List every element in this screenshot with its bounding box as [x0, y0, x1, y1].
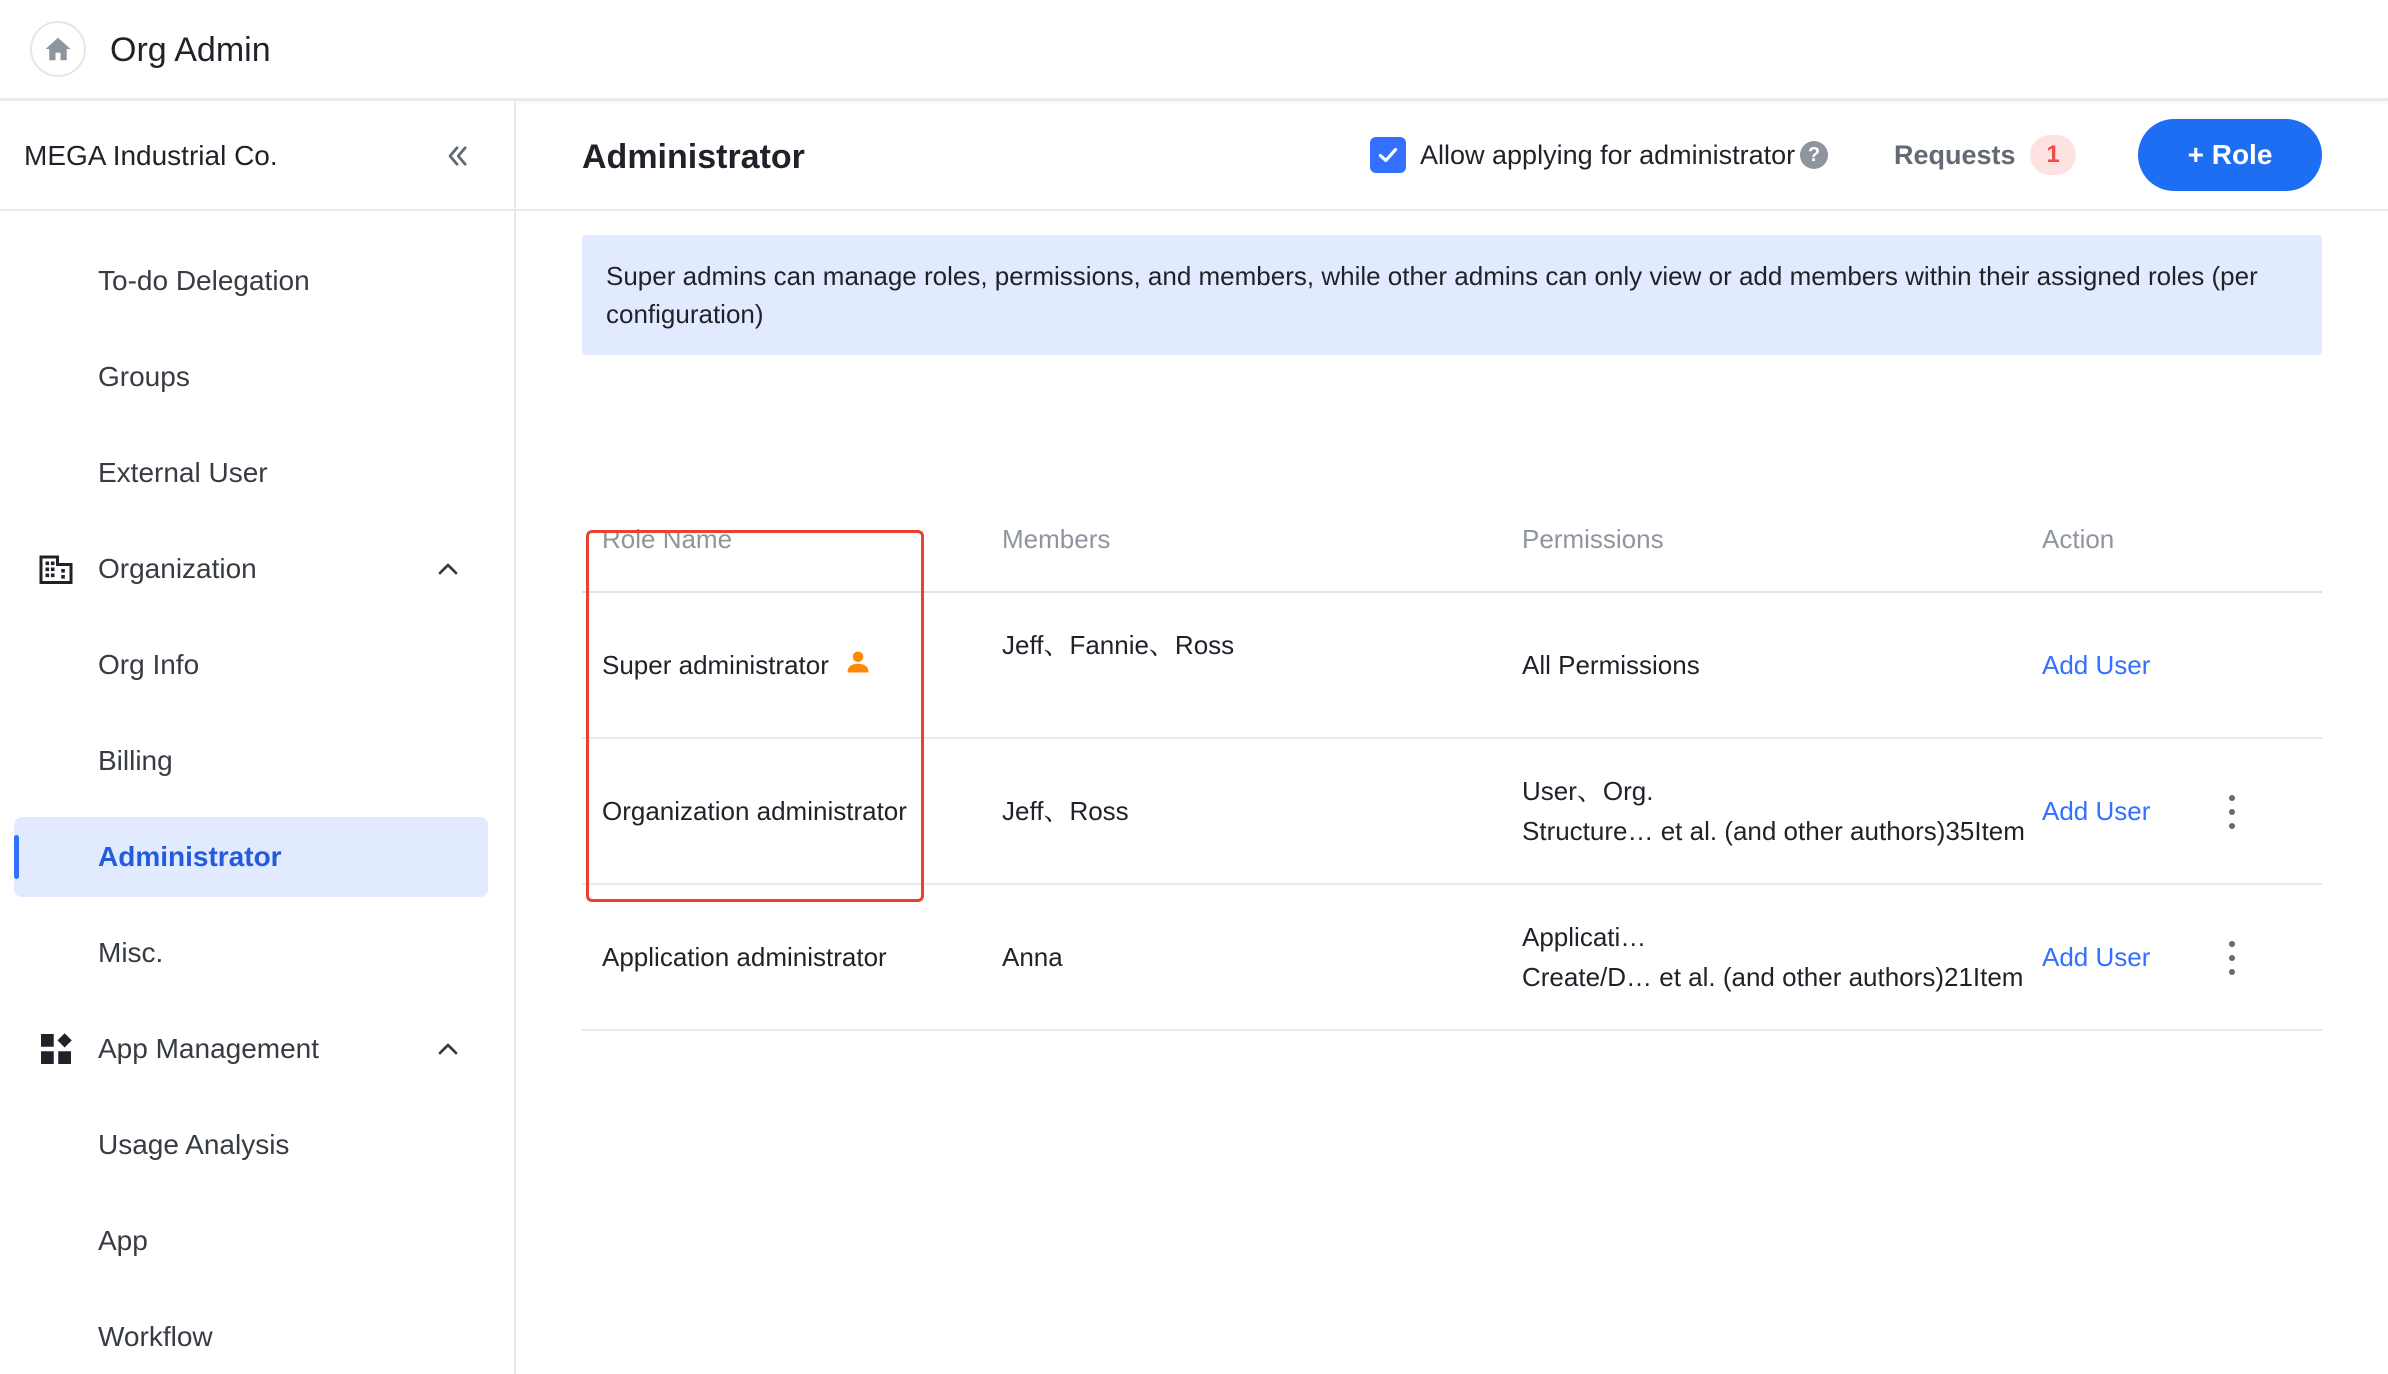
allow-apply-label[interactable]: Allow applying for administrator — [1420, 140, 1796, 170]
sidebar-item-external-user[interactable] — [0, 433, 514, 513]
collapse-sidebar-button[interactable] — [438, 137, 476, 175]
role-name: Application administrator — [602, 942, 887, 972]
members-cell: Jeff、Fannie、Ross — [1002, 630, 1235, 660]
sidebar-item-label: External User — [98, 457, 268, 488]
column-header-members: Members — [1002, 524, 1111, 554]
info-notice: Super admins can manage roles, permissions, and members, while other admins can only view or add members within their assigned roles (per configuration) — [582, 235, 2322, 355]
add-user-link[interactable]: Add User — [2042, 942, 2151, 972]
sidebar-item-label: Org Info — [98, 649, 200, 680]
add-user-link[interactable]: Add User — [2042, 650, 2151, 680]
table-row — [582, 885, 2322, 1031]
org-name: MEGA Industrial Co. — [24, 140, 278, 171]
permissions-line: Create/D… et al. (and other authors)21Item — [1522, 962, 2024, 992]
sidebar-group-organization[interactable] — [0, 529, 514, 609]
column-header-permissions: Permissions — [1522, 524, 1664, 554]
role-name-cell — [602, 645, 872, 685]
add-role-button[interactable]: + Role — [2138, 119, 2322, 191]
role-name: Super administrator — [602, 650, 829, 680]
more-options-icon[interactable] — [2222, 941, 2242, 975]
permissions-cell — [1522, 917, 2023, 997]
sidebar-item-billing[interactable] — [0, 721, 514, 801]
members-cell: Jeff、Ross — [1002, 796, 1129, 826]
role-name: Organization administrator — [602, 796, 907, 826]
sidebar-item-administrator[interactable] — [0, 817, 514, 897]
sidebar-item-label: Usage Analysis — [98, 1129, 290, 1160]
sidebar-item-label: App — [98, 1225, 148, 1256]
column-header-role-name: Role Name — [602, 524, 733, 554]
sidebar-item-usage-analysis[interactable] — [0, 1105, 514, 1185]
checkmark-icon — [1375, 142, 1401, 168]
home-button[interactable] — [30, 21, 86, 77]
sidebar-item-label: Misc. — [98, 937, 164, 968]
sidebar-item-label: Administrator — [98, 841, 282, 872]
sidebar-item-label: Billing — [98, 745, 173, 776]
permissions-line: Structure… et al. (and other authors)35Item — [1522, 816, 2025, 846]
active-item-indicator — [14, 835, 19, 879]
sidebar-item-workflow[interactable] — [0, 1297, 514, 1374]
sidebar-item-label: Organization — [98, 553, 257, 584]
org-switcher — [0, 101, 514, 211]
help-icon[interactable]: ? — [1800, 141, 1828, 169]
page-title: Administrator — [582, 138, 805, 176]
top-bar — [0, 0, 2388, 101]
double-chevron-left-icon — [443, 142, 471, 170]
requests-count-badge: 1 — [2030, 135, 2076, 175]
sidebar-item-label: Groups — [98, 361, 190, 392]
page-header — [516, 101, 2388, 211]
chevron-up-icon — [432, 1033, 464, 1065]
requests-link[interactable]: Requests — [1894, 140, 2016, 170]
sidebar-item-label: To-do Delegation — [98, 265, 310, 296]
allow-apply-checkbox[interactable] — [1370, 137, 1406, 173]
main-content — [516, 101, 2388, 1374]
more-options-icon[interactable] — [2222, 795, 2242, 829]
members-cell: Anna — [1002, 942, 1063, 972]
sidebar-item-app[interactable] — [0, 1201, 514, 1281]
owner-person-icon — [844, 648, 872, 676]
sidebar-item-org-info[interactable] — [0, 625, 514, 705]
sidebar-group-app-management[interactable] — [0, 1009, 514, 1089]
table-row — [582, 739, 2322, 885]
sidebar-item-label: Workflow — [98, 1321, 213, 1352]
sidebar-item-groups[interactable] — [0, 337, 514, 417]
add-user-link[interactable]: Add User — [2042, 796, 2151, 826]
permissions-cell — [1522, 771, 2025, 851]
app-title: Org Admin — [110, 31, 271, 69]
sidebar-item-misc[interactable] — [0, 913, 514, 993]
chevron-up-icon — [432, 553, 464, 585]
building-icon — [38, 551, 74, 587]
permissions-line: User、Org. — [1522, 776, 1654, 806]
home-icon — [43, 34, 73, 64]
sidebar-item-label: App Management — [98, 1033, 320, 1064]
permissions-line: Applicati… — [1522, 922, 1647, 952]
sidebar — [0, 101, 516, 1374]
apps-grid-icon — [38, 1031, 74, 1067]
sidebar-item-todo-delegation[interactable] — [0, 241, 514, 321]
column-header-action: Action — [2042, 524, 2115, 554]
permissions-cell: All Permissions — [1522, 650, 1700, 680]
table-row — [582, 593, 2322, 739]
